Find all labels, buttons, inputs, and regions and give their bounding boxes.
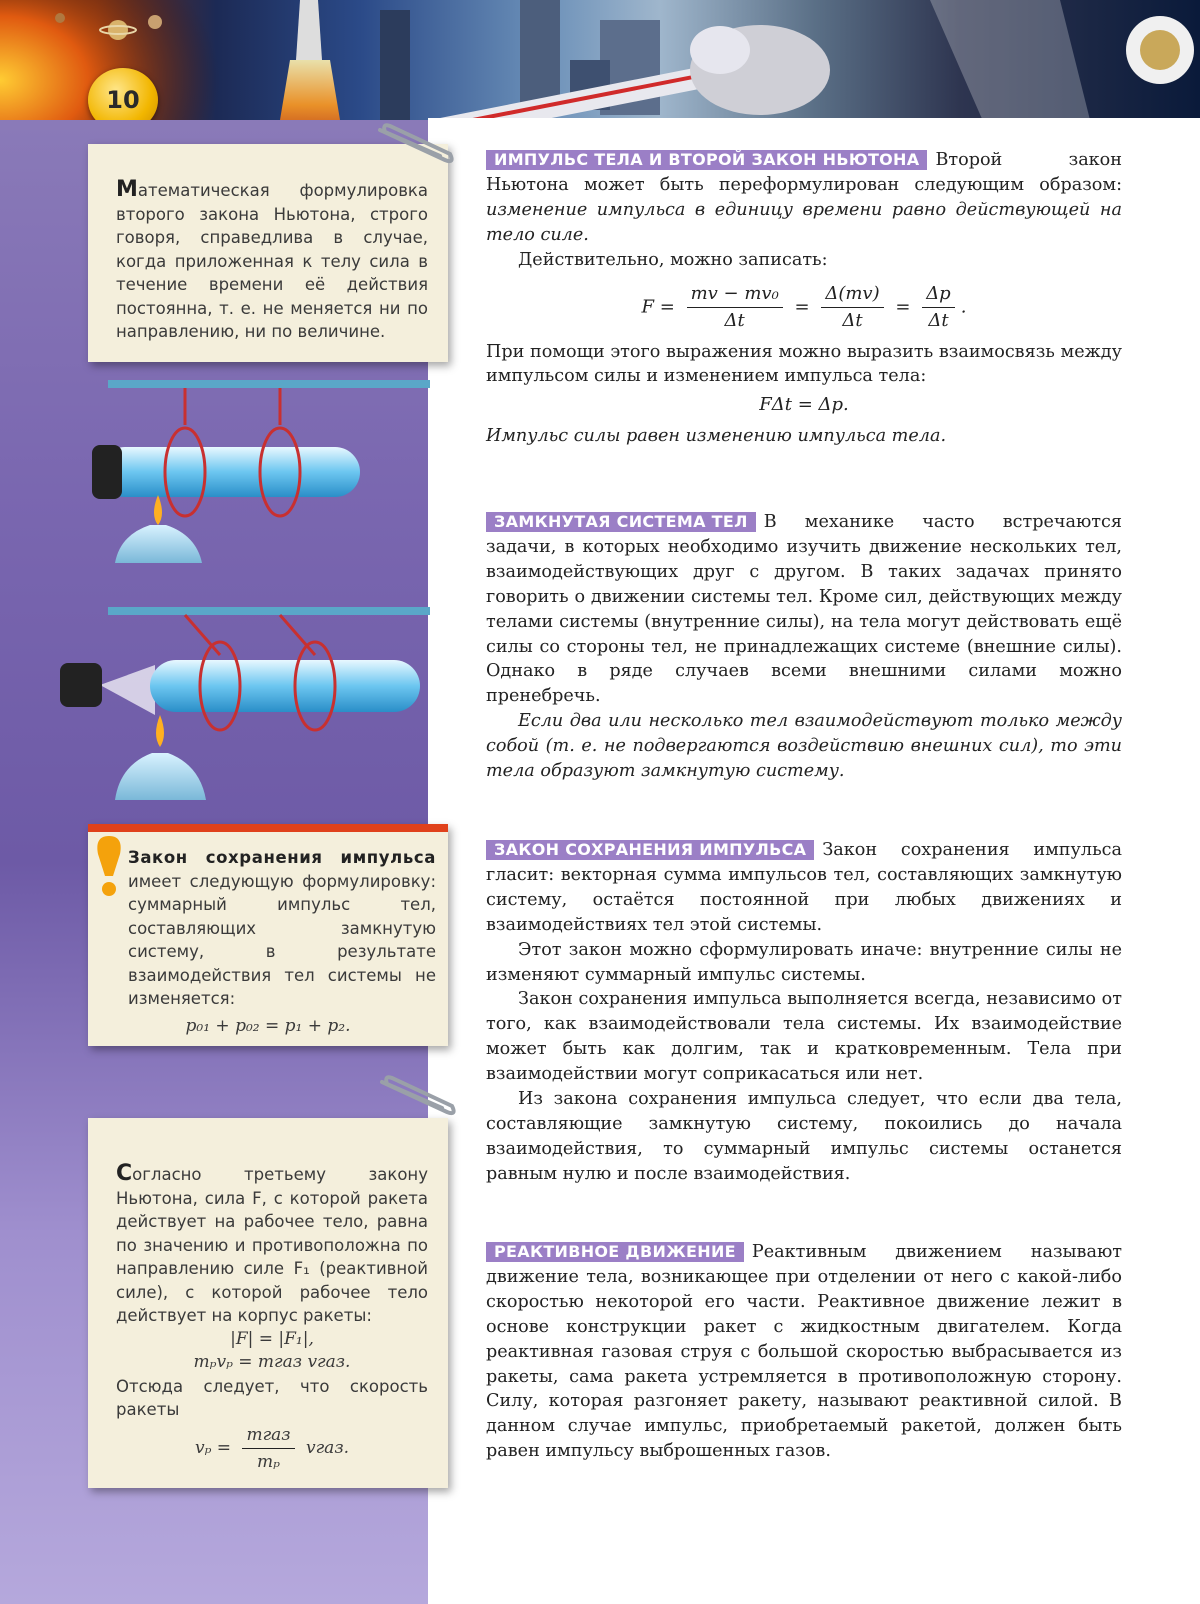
section-reactive-motion (486, 1240, 1122, 1464)
paperclip-icon (370, 120, 460, 170)
paragraph-italic: Если два или несколько тел взаимодействуют только между собой (т. е. не подвергаются воздействию внешних сил), то эти тела образуют замкнутую систему. (486, 711, 1122, 782)
section-heading: ИМПУЛЬС ТЕЛА И ВТОРОЙ ЗАКОН НЬЮТОНА (486, 150, 927, 170)
paragraph-italic: Импульс силы равен изменению импульса тела. (486, 426, 947, 447)
exclamation-icon (92, 834, 126, 898)
formula-denominator: Δt (928, 309, 949, 331)
section-impulse-newton (486, 148, 1122, 449)
law-text: имеет следующую формулировку: суммарный импульс тел, составляющих замкнутую систему, в результате взаимодействия тел системы не изменяется: (128, 871, 436, 1008)
note-text: атематическая формулировка второго закона Ньютона, строго говоря, справедлива в случае, когда приложенная к телу сила в течение времени её действия постоянна, т. е. не меняется ни по направлению, ни по величине. (116, 181, 428, 341)
stopper-icon (60, 663, 102, 707)
paragraph: Этот закон можно сформулировать иначе: внутренние силы не изменяют суммарный импульс системы. (486, 939, 1122, 985)
paragraph: Реактивным движением называют движение тела, возникающее при отделении от него с какой-либо скоростью некоторой его части. Реактивное движение лежит в основе конструкции ракет с жидкостным двигателем. Когда реактивная газовая струя с большой скоростью выбрасывается из ракеты, сама ракета устремляется в противоположную сторону. Силу, которая разгоняет ракету, называют реактивной силой. В данном случае импульс, приобретаемый ракетой, должен быть равен импульсу выброшенных газов. (486, 1242, 1122, 1462)
section-heading: ЗАМКНУТАЯ СИСТЕМА ТЕЛ (486, 512, 756, 532)
formula-newton-second-law: F = $\frac{\text{mv − mv₀}}{\Delta t}$ = $\frac{\Delta(mv)}{\Delta t}$ = $\frac{\Delta p}{\Delta t}$ . (486, 281, 1122, 334)
planet-icon (108, 20, 128, 40)
paragraph: Второй закон Ньютона может быть переформулирован следующим образом: (486, 150, 1122, 195)
spirit-lamp-icon (115, 753, 206, 800)
important-note (88, 824, 448, 1046)
law-formula: p₀₁ + p₀₂ = p₁ + p₂. (185, 1015, 351, 1036)
formula-rocket-speed (116, 1422, 428, 1475)
flame-icon (154, 495, 162, 525)
section-momentum-conservation (486, 838, 1122, 1187)
formula-denominator: mₚ (257, 1451, 280, 1472)
test-tube-open (150, 660, 420, 712)
formula-equals: = (794, 296, 810, 318)
note-dropcap: М (116, 177, 138, 202)
test-tube-closed (100, 447, 360, 497)
section-closed-system (486, 510, 1122, 784)
formula-lhs: F = (641, 296, 675, 318)
formula-force-equality: |F| = |F₁|, (230, 1328, 314, 1349)
formula-numerator: Δp (922, 281, 955, 308)
formula-momentum-equality: mₚvₚ = mгаз vгаз. (193, 1352, 351, 1372)
support-rod (108, 380, 430, 388)
section-heading: РЕАКТИВНОЕ ДВИЖЕНИЕ (486, 1242, 744, 1262)
formula-numerator: Δ(mv) (821, 281, 883, 308)
law-title: Закон сохранения импульса (128, 848, 436, 867)
note-text: огласно третьему закону Ньютона, сила F, с которой ракета действует на рабочее тело, равна по значению и противоположна по направлению силе F₁ (реактивной силе), с которой рабочее тело действует на корпус ракеты: (116, 1165, 428, 1325)
formula-numerator: mгаз (242, 1422, 294, 1449)
section-heading: ЗАКОН СОХРАНЕНИЯ ИМПУЛЬСА (486, 840, 814, 860)
formula-impulse: FΔt = Δp. (759, 394, 849, 416)
paragraph: Закон сохранения импульса выполняется всегда, независимо от того, как взаимодействовали тела системы. Их взаимодействие может быть как долгим, так и кратковременным. Тела при взаимодействии могут соприкасаться или нет. (486, 989, 1122, 1085)
planet-icon (148, 15, 162, 29)
paragraph: Из закона сохранения импульса следует, что если два тела, составляющие замкнутую систему, покоились до начала взаимодействия, то суммарный импульс системы останется равным нулю и после взаимодействия. (486, 1089, 1122, 1184)
spirit-lamp-icon (115, 525, 202, 563)
stopper-icon (92, 445, 122, 499)
paperclip-icon (372, 1072, 462, 1122)
flame-icon (156, 715, 164, 747)
formula-numerator: mv − mv₀ (687, 281, 783, 308)
paragraph: Действительно, можно записать: (518, 249, 828, 270)
paragraph: При помощи этого выражения можно выразить взаимосвязь между импульсом силы и изменением импульса тела: (486, 341, 1122, 387)
paragraph: В механике часто встречаются задачи, в которых необходимо изучить движение нескольких тел, взаимодействующих друг с другом. В таких задачах принято говорить о движении системы тел. Кроме сил, действующих между телами системы (внутренние силы), на тела могут действовать ещё силы со стороны тел, не принадлежащих системе (внешние силы). Однако в ряде случаев всеми внешними силами можно пренебречь. (486, 512, 1122, 707)
formula-denominator: Δt (842, 309, 863, 331)
paragraph-italic: изменение импульса в единицу времени равно действующей на тело силе. (486, 199, 1122, 245)
note-card-rocket (88, 1118, 448, 1488)
support-rod (108, 607, 430, 615)
note-card-newton (88, 144, 448, 362)
formula-equals: = (895, 296, 911, 318)
formula-rhs: vгаз. (305, 1437, 349, 1458)
formula-lhs: vₚ = (194, 1437, 232, 1458)
rocket-icon (296, 0, 322, 60)
planet-icon (55, 13, 65, 23)
note-dropcap: С (116, 1161, 133, 1186)
formula-denominator: Δt (724, 309, 745, 331)
note-text-conclusion: Отсюда следует, что скорость ракеты (116, 1376, 428, 1419)
test-tube-illustration (60, 375, 430, 810)
page-number: 10 (88, 68, 158, 132)
paragraph: Закон сохранения импульса гласит: векторная сумма импульсов тел, составляющих замкнутую систему, остаётся постоянной при любых движениях и взаимодействиях тел этой системы. (486, 840, 1122, 935)
